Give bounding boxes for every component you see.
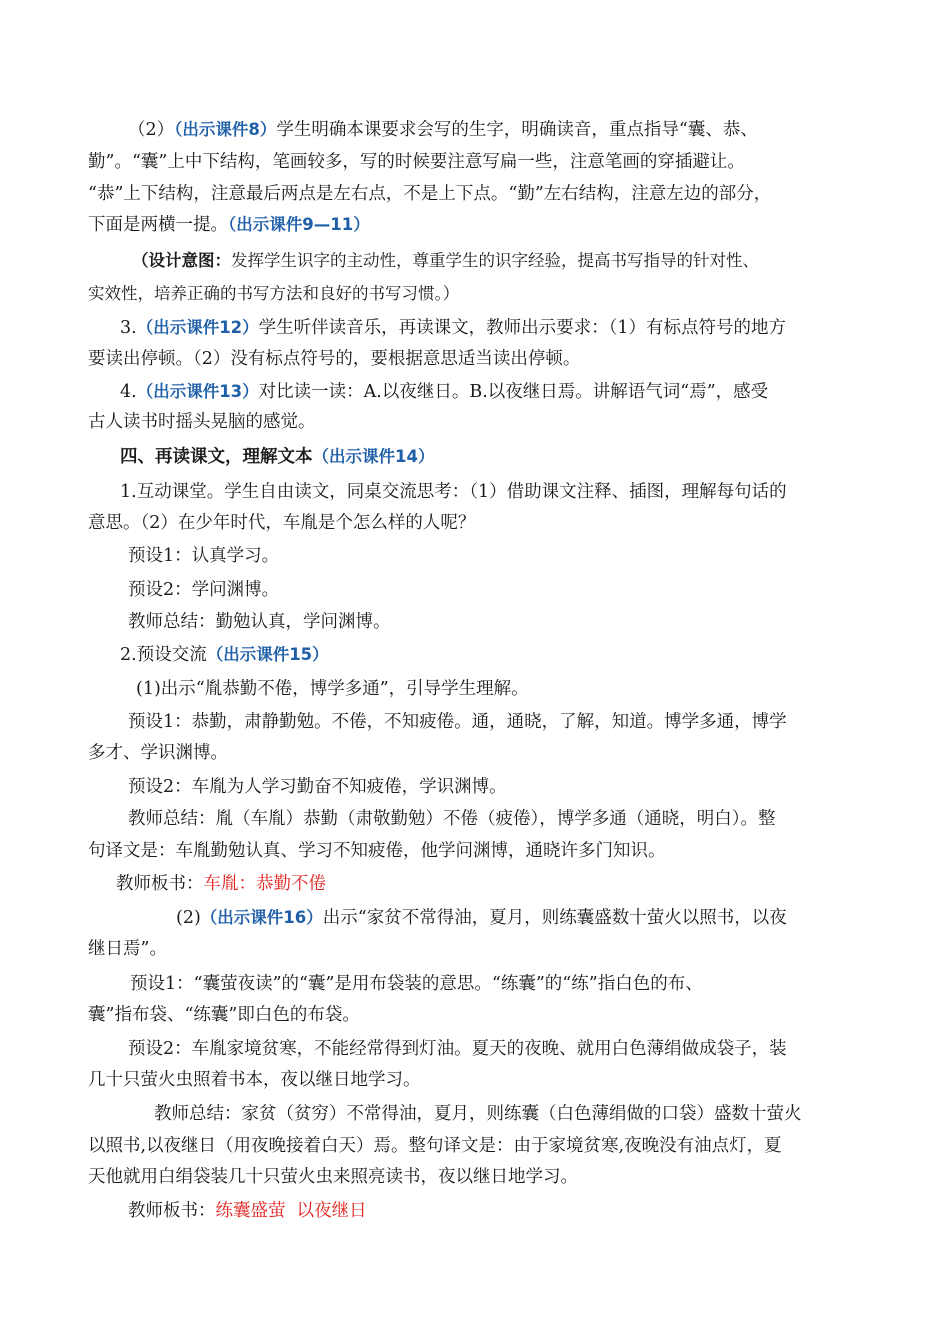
design-intent: （设计意图：发挥学生识字的主动性，尊重学生的识字经验，提高书写指导的针对性、 xyxy=(132,251,759,270)
paragraph-writing-guidance: （2）（出示课件8）学生明确本课要求会写的生字，明确读音，重点指导“囊、恭、 xyxy=(128,120,758,140)
text-line: 1.互动课堂。学生自由读文，同桌交流思考：（1）借助课文注释、插图，理解每句话的 xyxy=(120,482,787,502)
preset-1: 预设1：“囊萤夜读”的“囊”是用布袋装的意思。“练囊”的“练”指白色的布、 xyxy=(130,974,703,994)
preset-2: 预设2：学问渊博。 xyxy=(128,580,280,600)
text-line: “恭”上下结构，注意最后两点是左右点，不是上下点。“勤”左右结构，注意左边的部分， xyxy=(88,184,772,204)
courseware-ref: （出示课件14） xyxy=(312,447,435,466)
subsection-title: 2.预设交流（出示课件15） xyxy=(120,645,329,665)
teacher-summary: 教师总结：胤（车胤）恭勤（肃敬勤勉）不倦（疲倦），博学多通（通晓，明白）。整 xyxy=(128,809,776,829)
text-line: 古人读书时摇头晃脑的感觉。 xyxy=(88,412,316,432)
preset-1: 预设1：恭勤，肃静勤勉。不倦，不知疲倦。通，通晓，了解，知道。博学多通，博学 xyxy=(128,712,787,732)
board-writing: 教师板书：练囊盛萤 以夜继日 xyxy=(128,1201,367,1221)
design-intent-line: 实效性，培养正确的书写方法和良好的书写习惯。） xyxy=(88,284,460,303)
text-line: 要读出停顿。（2）没有标点符号的，要根据意思适当读出停顿。 xyxy=(88,349,581,369)
courseware-ref: （出示课件12） xyxy=(136,318,259,337)
text-line: 继日焉”。 xyxy=(88,939,167,959)
text-line: 多才、学识渊博。 xyxy=(88,743,228,763)
board-writing-text: 练囊盛萤 以夜继日 xyxy=(215,1201,367,1221)
preset-2: 预设2：车胤为人学习勤奋不知疲倦，学识渊博。 xyxy=(128,777,507,797)
text-line: 下面是两横一提。（出示课件9—11） xyxy=(88,215,370,235)
text-line: 囊”指布袋、“练囊”即白色的布袋。 xyxy=(88,1005,360,1025)
board-writing: 教师板书：车胤：恭勤不倦 xyxy=(116,874,326,894)
text-line: 几十只萤火虫照着书本，夜以继日地学习。 xyxy=(88,1070,421,1090)
text-line: 天他就用白绢袋装几十只萤火虫来照亮读书，夜以继日地学习。 xyxy=(88,1167,578,1187)
text-line: 以照书,以夜继日（用夜晚接着白天）焉。整句译文是：由于家境贫寒,夜晚没有油点灯，夏 xyxy=(88,1136,782,1156)
preset-2: 预设2：车胤家境贫寒，不能经常得到灯油。夏天的夜晚、就用白色薄绢做成袋子，装 xyxy=(128,1039,787,1059)
text-line: 意思。（2）在少年时代，车胤是个怎么样的人呢？ xyxy=(88,513,476,533)
item-1: (1)出示“胤恭勤不倦，博学多通”，引导学生理解。 xyxy=(136,679,529,699)
courseware-ref: （出示课件9—11） xyxy=(228,215,370,234)
courseware-ref: （出示课件13） xyxy=(136,382,259,401)
step-4: 4.（出示课件13）对比读一读：A.以夜继日。B.以夜继日焉。讲解语气词“焉”，感受 xyxy=(120,382,769,402)
step-3: 3.（出示课件12）学生听伴读音乐，再读课文，教师出示要求：（1）有标点符号的地方 xyxy=(120,318,787,338)
courseware-ref: （出示课件16） xyxy=(200,908,323,927)
teacher-summary: 教师总结：家贫（贫穷）不常得油，夏月，则练囊（白色薄绢做的口袋）盛数十萤火 xyxy=(154,1104,802,1124)
text-line: 句译文是：车胤勤勉认真、学习不知疲倦，他学问渊博，通晓许多门知识。 xyxy=(88,841,666,861)
section-heading: 四、再读课文，理解文本（出示课件14） xyxy=(120,447,435,467)
courseware-ref: （出示课件8） xyxy=(174,120,277,139)
preset-1: 预设1：认真学习。 xyxy=(128,546,280,566)
courseware-ref: （出示课件15） xyxy=(206,645,329,664)
text-line: 勤”。“囊”上中下结构，笔画较多，写的时候要注意写扁一些，注意笔画的穿插避让。 xyxy=(88,152,745,172)
item-2: (2)（出示课件16）出示“家贫不常得油，夏月，则练囊盛数十萤火以照书，以夜 xyxy=(176,908,787,928)
board-writing-text: 车胤：恭勤不倦 xyxy=(203,874,326,894)
teacher-summary: 教师总结：勤勉认真，学问渊博。 xyxy=(128,612,391,632)
